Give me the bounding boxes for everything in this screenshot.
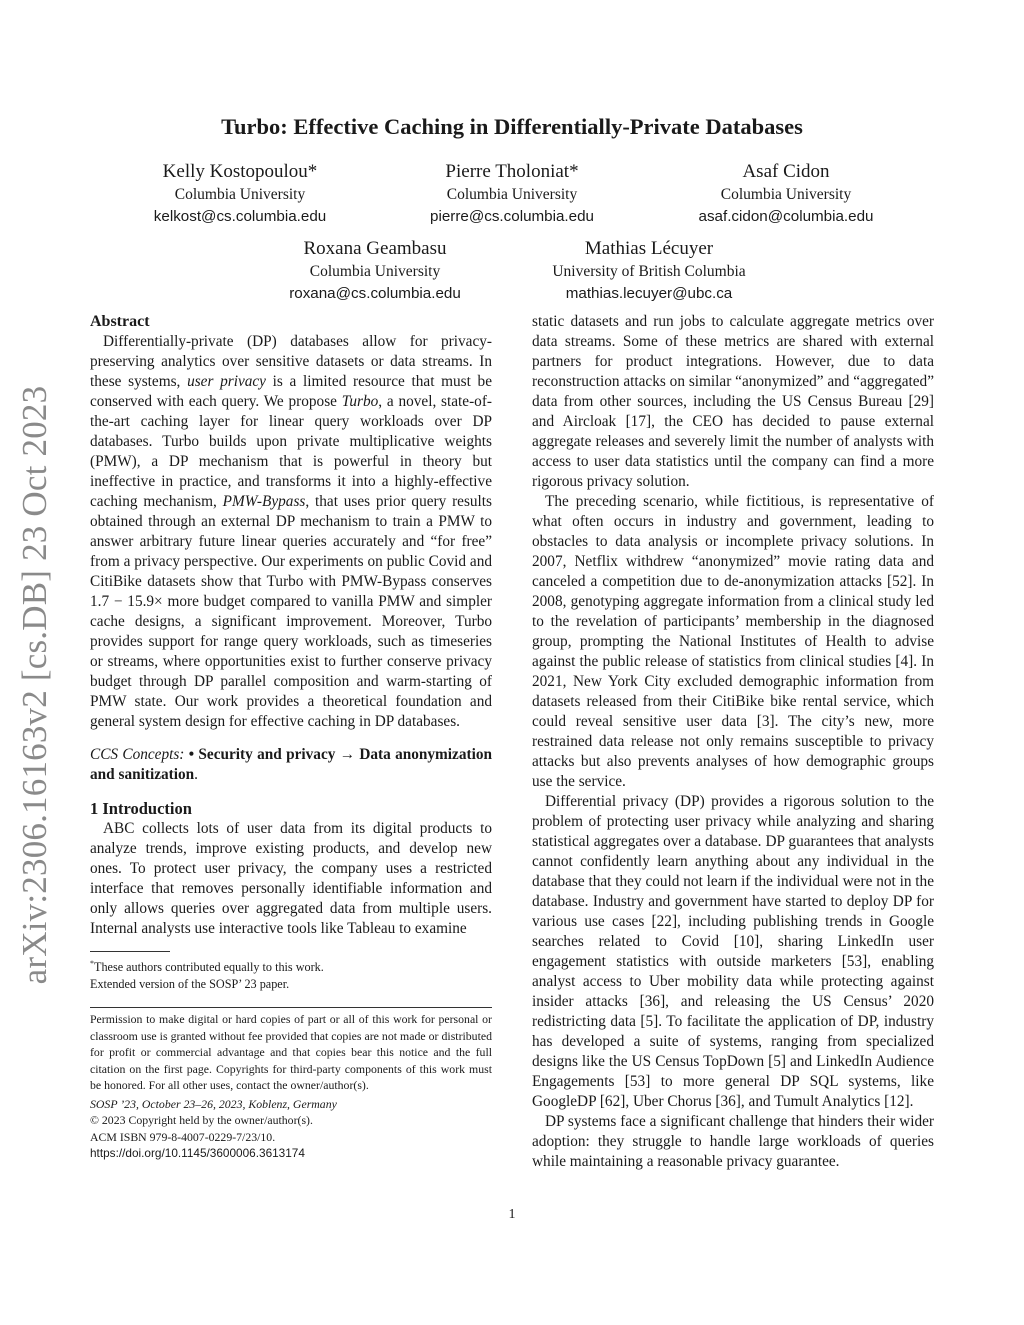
abstract-paragraph: Differentially-private (DP) databases allow for privacy-preserving analytics over sensitive datasets or data streams. In these systems, user privacy is a limited resource that must be conserved with each query. We propose Turbo, a novel, state-of-the-art caching layer for linear query workloads over DP databases. Turbo builds upon private multiplicative weights (PMW), a DP mechanism that is powerful in theory but ineffective in practice, and transforms it into a highly-effective caching mechanism, PMW-Bypass, that uses prior query results obtained through an external DP mechanism to train a PMW to answer arbitrary future linear queries accurately and “for free” from a privacy perspective. Our experiments on public Covid and CitiBike datasets show that Turbo with PMW-Bypass conserves 1.7 − 15.9× more budget compared to vanilla PMW and simpler cache designs, a significant improvement. Moreover, Turbo provides support for range query workloads, such as timeseries or streams, where opportunities exist to further conserve privacy budget through DP parallel composition and warm-starting of PMW state. Our work provides a theoretical foundation and general system design for effective caching in DP databases. — [90, 333, 493, 730]
arxiv-id: arXiv:2306.16163v2 [cs.DB] 23 Oct 2023 — [15, 385, 54, 985]
copyright-line: © 2023 Copyright held by the owner/author(s). — [90, 1113, 313, 1128]
author-block — [225, 237, 525, 305]
isbn-line: ACM ISBN 979-8-4007-0229-7/23/10. — [90, 1129, 276, 1144]
author-email: mathias.lecuyer@ubc.ca — [565, 285, 733, 302]
footnote-equal-contribution: *These authors contributed equally to this work. — [90, 959, 324, 975]
page-number: 1 — [508, 1207, 516, 1222]
author-block — [636, 160, 936, 228]
author-email: pierre@cs.columbia.edu — [430, 208, 594, 225]
left-column — [90, 312, 492, 1162]
author-name: Mathias Lécuyer — [584, 238, 714, 259]
paper-title: Turbo: Effective Caching in Differentially-Private Databases — [221, 114, 803, 139]
body-paragraph: DP systems face a significant challenge that hinders their wider adoption: they struggle to handle large workloads of queries while maintaining a reasonable privacy guarantee. — [532, 1113, 934, 1170]
intro-paragraph: ABC collects lots of user data from its digital products to analyze trends, improve existing products, and develop new ones. To protect user privacy, the company uses a restricted interface that removes personally identifiable information and only allows queries over aggregated data from multiple users. Internal analysts use interactive tools like Tableau to examine — [90, 820, 492, 937]
permission-divider — [90, 1007, 492, 1008]
footnote-extended-version: Extended version of the SOSP’ 23 paper. — [90, 977, 290, 992]
arxiv-sidebar-stamp — [5, 360, 65, 1010]
author-email: roxana@cs.columbia.edu — [289, 285, 461, 302]
body-paragraph: static datasets and run jobs to calculate aggregate metrics over data streams. Some of these metrics are shared with external partners for product integrations. However, due to data reconstruction attacks on similar “anonymized” and “aggregated” data from other sources, including the US Census Bureau [29] and Aircloak [17], the CEO has decided to pause external aggregate releases and severely limit the number of analysts with access to user data statistics until the company can find a more rigorous privacy solution. — [532, 313, 934, 490]
author-name: Asaf Cidon — [742, 161, 830, 182]
ccs-concepts: CCS Concepts: • Security and privacy → Data anonymization and sanitization. — [90, 746, 492, 783]
right-column — [532, 312, 934, 1172]
author-affiliation: Columbia University — [446, 186, 578, 203]
abstract-heading: Abstract — [90, 313, 150, 330]
author-block — [90, 160, 390, 228]
permission-notice: Permission to make digital or hard copies of part or all of this work for personal or classroom use is granted without fee provided that copies are not made or distributed for profit or commercial advantage and that copies bear this notice and the full citation on the first page. Copyrights for third-party components of this work must be honored. For all other uses, contact the owner/author(s). — [90, 1012, 492, 1093]
author-affiliation: Columbia University — [309, 263, 441, 280]
author-affiliation: Columbia University — [174, 186, 306, 203]
author-name: Pierre Tholoniat* — [445, 161, 579, 182]
doi-link[interactable]: https://doi.org/10.1145/3600006.3613174 — [90, 1146, 305, 1161]
author-name: Kelly Kostopoulou* — [162, 161, 318, 182]
author-email: kelkost@cs.columbia.edu — [153, 208, 327, 225]
author-name: Roxana Geambasu — [303, 238, 447, 259]
author-affiliation: Columbia University — [720, 186, 852, 203]
body-paragraph: The preceding scenario, while fictitious, is representative of what often occurs in industry and government, leading to obstacles to data analysis or incomplete privacy solutions. In 2007, Netflix withdrew “anonymized” movie rating data and canceled a competition due to de-anonymization attacks [52]. In 2008, genotyping aggregate information from a clinical study led to the revelation of participants’ membership in the diagnosed group, prompting the National Institutes of Health to advise against the public release of statistics from clinical studies [4]. In 2021, New York City excluded demographic information from datasets released from their CitiBike bike rental service, which could reveal sensitive user data [3]. The city’s new, more restrained data release not only remains susceptible to privacy attacks but also prevents analyses of how demographic groups use the service. — [532, 493, 934, 790]
footnote-divider — [90, 951, 170, 952]
section-heading-introduction: 1 Introduction — [90, 799, 192, 818]
author-email: asaf.cidon@columbia.edu — [698, 208, 874, 225]
author-block — [499, 237, 799, 305]
author-affiliation: University of British Columbia — [552, 263, 746, 280]
author-block — [362, 160, 662, 228]
body-paragraph: Differential privacy (DP) provides a rigorous solution to the problem of protecting user privacy while analyzing and sharing statistical aggregates over a database. DP guarantees that analysts cannot confidently learn anything about any individual in the database that they could not learn if the individual were not in the database. Industry and government have started to deploy DP for various use cases [22], including publishing trends in Google searches related to Covid [10], sharing LinkedIn user engagement statistics with outside marketers [53], enabling analyst access to Uber mobility data while protecting against insider attacks [36], and releasing the US Census’ 2020 redistricting data [5]. To facilitate the application of DP, industry has developed a suite of systems, ranging from specialized designs like the US Census TopDown [5] and LinkedIn Audience Engagements [53] to more general DP SQL systems, like GoogleDP [62], Uber Chorus [36], and Tumult Analytics [12]. — [532, 793, 934, 1110]
venue-line: SOSP ’23, October 23–26, 2023, Koblenz, Germany — [90, 1096, 337, 1111]
